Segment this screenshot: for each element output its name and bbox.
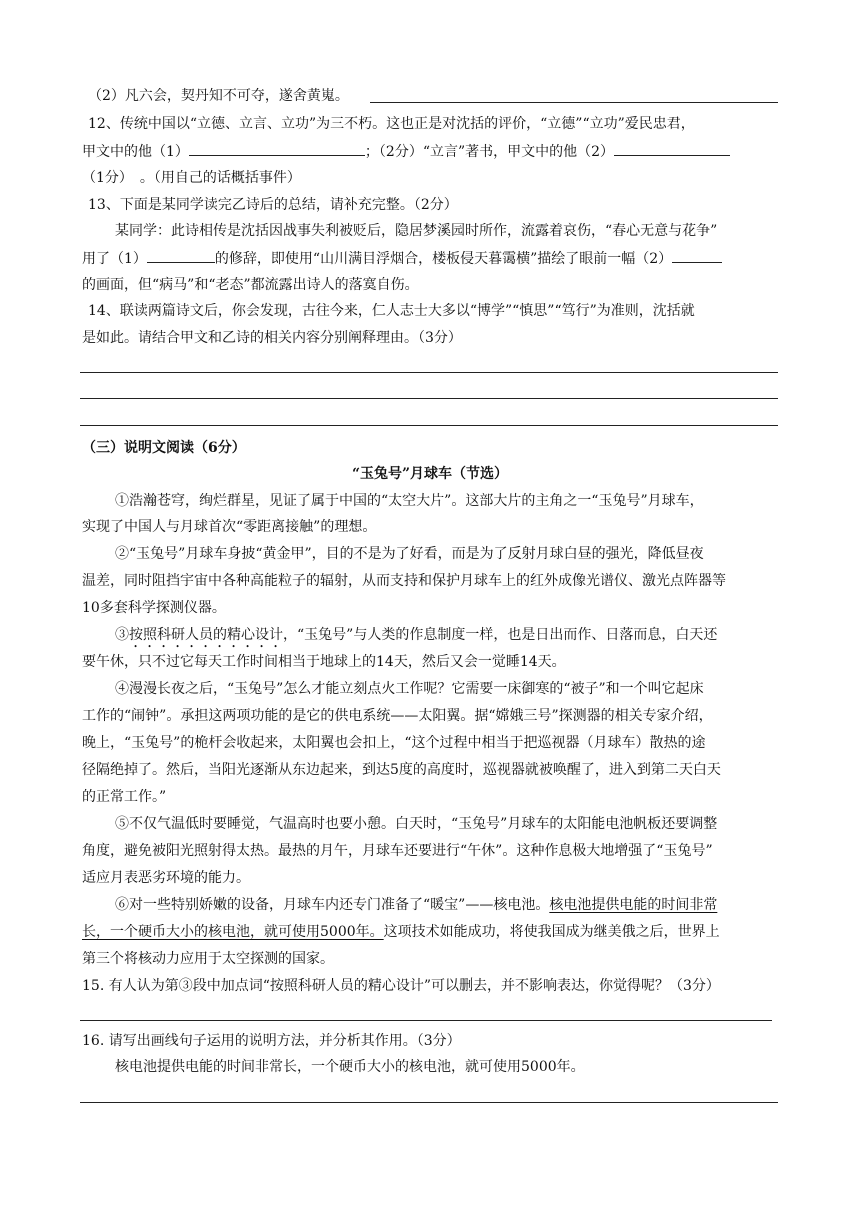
q13-line3-a: 用了（1） [82,251,147,267]
q15-answer-line[interactable] [80,1020,772,1021]
q14-line2: 是如此。请结合甲文和乙诗的相关内容分别阐释理由。（3分） [82,330,462,346]
q14-answer-line-1[interactable] [80,372,778,373]
q13-blank2[interactable] [672,248,722,263]
q11-item2 [88,86,349,106]
passage-p4-line3: 晚上，“玉兔号”的桅杆会收起来，太阳翼也会扣上，“这个过程中相当于把巡视器（月球车）散热的途 [82,735,706,751]
passage-p6-intro: ⑥对一些特别娇嫩的设备，月球车内还专门准备了“暖宝”——核电池。 [115,897,550,913]
passage-p6-line1 [115,895,717,915]
passage-p1-line2: 实现了中国人与月球首次“零距离接触”的理想。 [82,519,377,535]
passage-p6-line3: 第三个将核动力应用于太空探测的国家。 [82,951,334,967]
passage-p1-line1: ①浩瀚苍穹，绚烂群星，见证了属于中国的“太空大片”。这部大片的主角之一“玉兔号”月球车， [115,493,704,509]
passage-p3-rest: ，“玉兔号”与人类的作息制度一样，也是日出而作、日落而息，白天还 [283,627,718,643]
q12-line1: 12、传统中国以“立德、立言、立功”为三不朽。这也正是对沈括的评价，“立德”“立功”爱民忠君， [88,116,695,132]
passage-p2-line1: ②“玉兔号”月球车身披“黄金甲”，目的不是为了好看，而是为了反射月球白昼的强光，降低昼夜 [115,546,704,562]
q13-line1: 13、下面是某同学读完乙诗后的总结，请补充完整。（2分） [88,197,458,213]
q13-line3 [82,248,722,269]
q12-line3: （1分） 。（用自己的话概括事件） [82,170,301,186]
q16-answer-line[interactable] [80,1102,778,1103]
passage-p4-line2: 工作的“闹钟”。承担这两项功能的是它的供电系统——太阳翼。据“嫦娥三号”探测器的相关专家介绍， [82,708,713,724]
q12-blank2[interactable] [614,141,730,156]
passage-title: “玉兔号”月球车（节选） [351,466,509,482]
q14-answer-line-3[interactable] [80,425,778,426]
q14-line1: 14、联读两篇诗文后，你会发现，古往今来，仁人志士大多以“博学”“慎思”“笃行”为准则，沈括就 [88,303,695,319]
passage-p6-rest: 这项技术如能成功，将使我国成为继美俄之后，世界上 [383,924,720,940]
passage-p6-underlined-b: 长，一个硬币大小的核电池，就可使用5000年。 [82,924,384,940]
passage-p4-line1: ④漫漫长夜之后，“玉兔号”怎么才能立刻点火工作呢？它需要一床御寒的“被子”和一个叫它起床 [115,681,704,697]
passage-p6-line2 [82,922,720,942]
passage-p3-dotted-phrase: 按照科研人员的精心设计 [129,627,283,643]
passage-p4-line4: 径隔绝掉了。然后，当阳光逐渐从东边起来，到达5度的高度时，巡视器就被唤醒了，进入到第二天白天 [82,762,721,778]
q12-line2 [82,141,730,162]
passage-p3-line1 [115,625,717,651]
q14-answer-line-2[interactable] [80,398,778,399]
passage-p5-line3: 适应月表恶劣环境的能力。 [82,870,250,886]
passage-p2-line2: 温差，同时阻挡宇宙中各种高能粒子的辐射，从而支持和保护月球车上的红外成像光谱仪、激光点阵器等 [82,573,726,589]
q11-item2-text: （2）凡六会，契丹知不可夺，遂舍黄嵬。 [88,88,349,104]
section3-heading: （三）说明文阅读（6分） [82,440,246,456]
q12-line2-a: 甲文中的他（1） [82,144,189,160]
q12-line2-b: ；（2分）“立言”著书，甲文中的他（2） [364,144,615,160]
passage-p5-line1: ⑤不仅气温低时要睡觉，气温高时也要小憩。白天时，“玉兔号”月球车的太阳能电池帆板还要调整 [115,816,718,832]
q15-text: 15. 有人认为第③段中加点词“按照科研人员的精心设计”可以删去，并不影响表达，你觉得呢？（3分） [82,978,720,994]
q13-blank1[interactable] [147,248,215,263]
q12-blank1[interactable] [189,141,365,156]
passage-p6-underlined-a: 核电池提供电能的时间非常 [549,897,718,913]
passage-p5-line2: 角度，避免被阳光照射得太热。最热的月午，月球车还要进行“午休”。这种作息极大地增强了“玉兔号” [82,843,713,859]
q16-line2: 核电池提供电能的时间非常长，一个硬币大小的核电池，就可使用5000年。 [115,1059,585,1075]
q16-line1: 16. 请写出画线句子运用的说明方法，并分析其作用。（3分） [82,1033,461,1049]
passage-p3-marker: ③ [115,627,129,643]
q11-answer-line[interactable] [370,102,778,103]
passage-p3-line2: 要午休，只不过它每天工作时间相当于地球上的14天，然后又会一觉睡14天。 [82,654,566,670]
q13-line2: 某同学：此诗相传是沈括因战事失利被贬后，隐居梦溪园时所作，流露着哀伤，“春心无意与花争” [115,223,718,239]
passage-p4-line5: 的正常工作。” [82,789,167,805]
q13-line3-b: 的修辞，即使用“山川满目浮烟合，楼板侵天暮霭横”描绘了眼前一幅（2） [214,251,673,267]
passage-p2-line3: 10多套科学探测仪器。 [82,600,226,616]
q13-line4: 的画面，但“病马”和“老态”都流露出诗人的落寞自伤。 [82,277,419,293]
